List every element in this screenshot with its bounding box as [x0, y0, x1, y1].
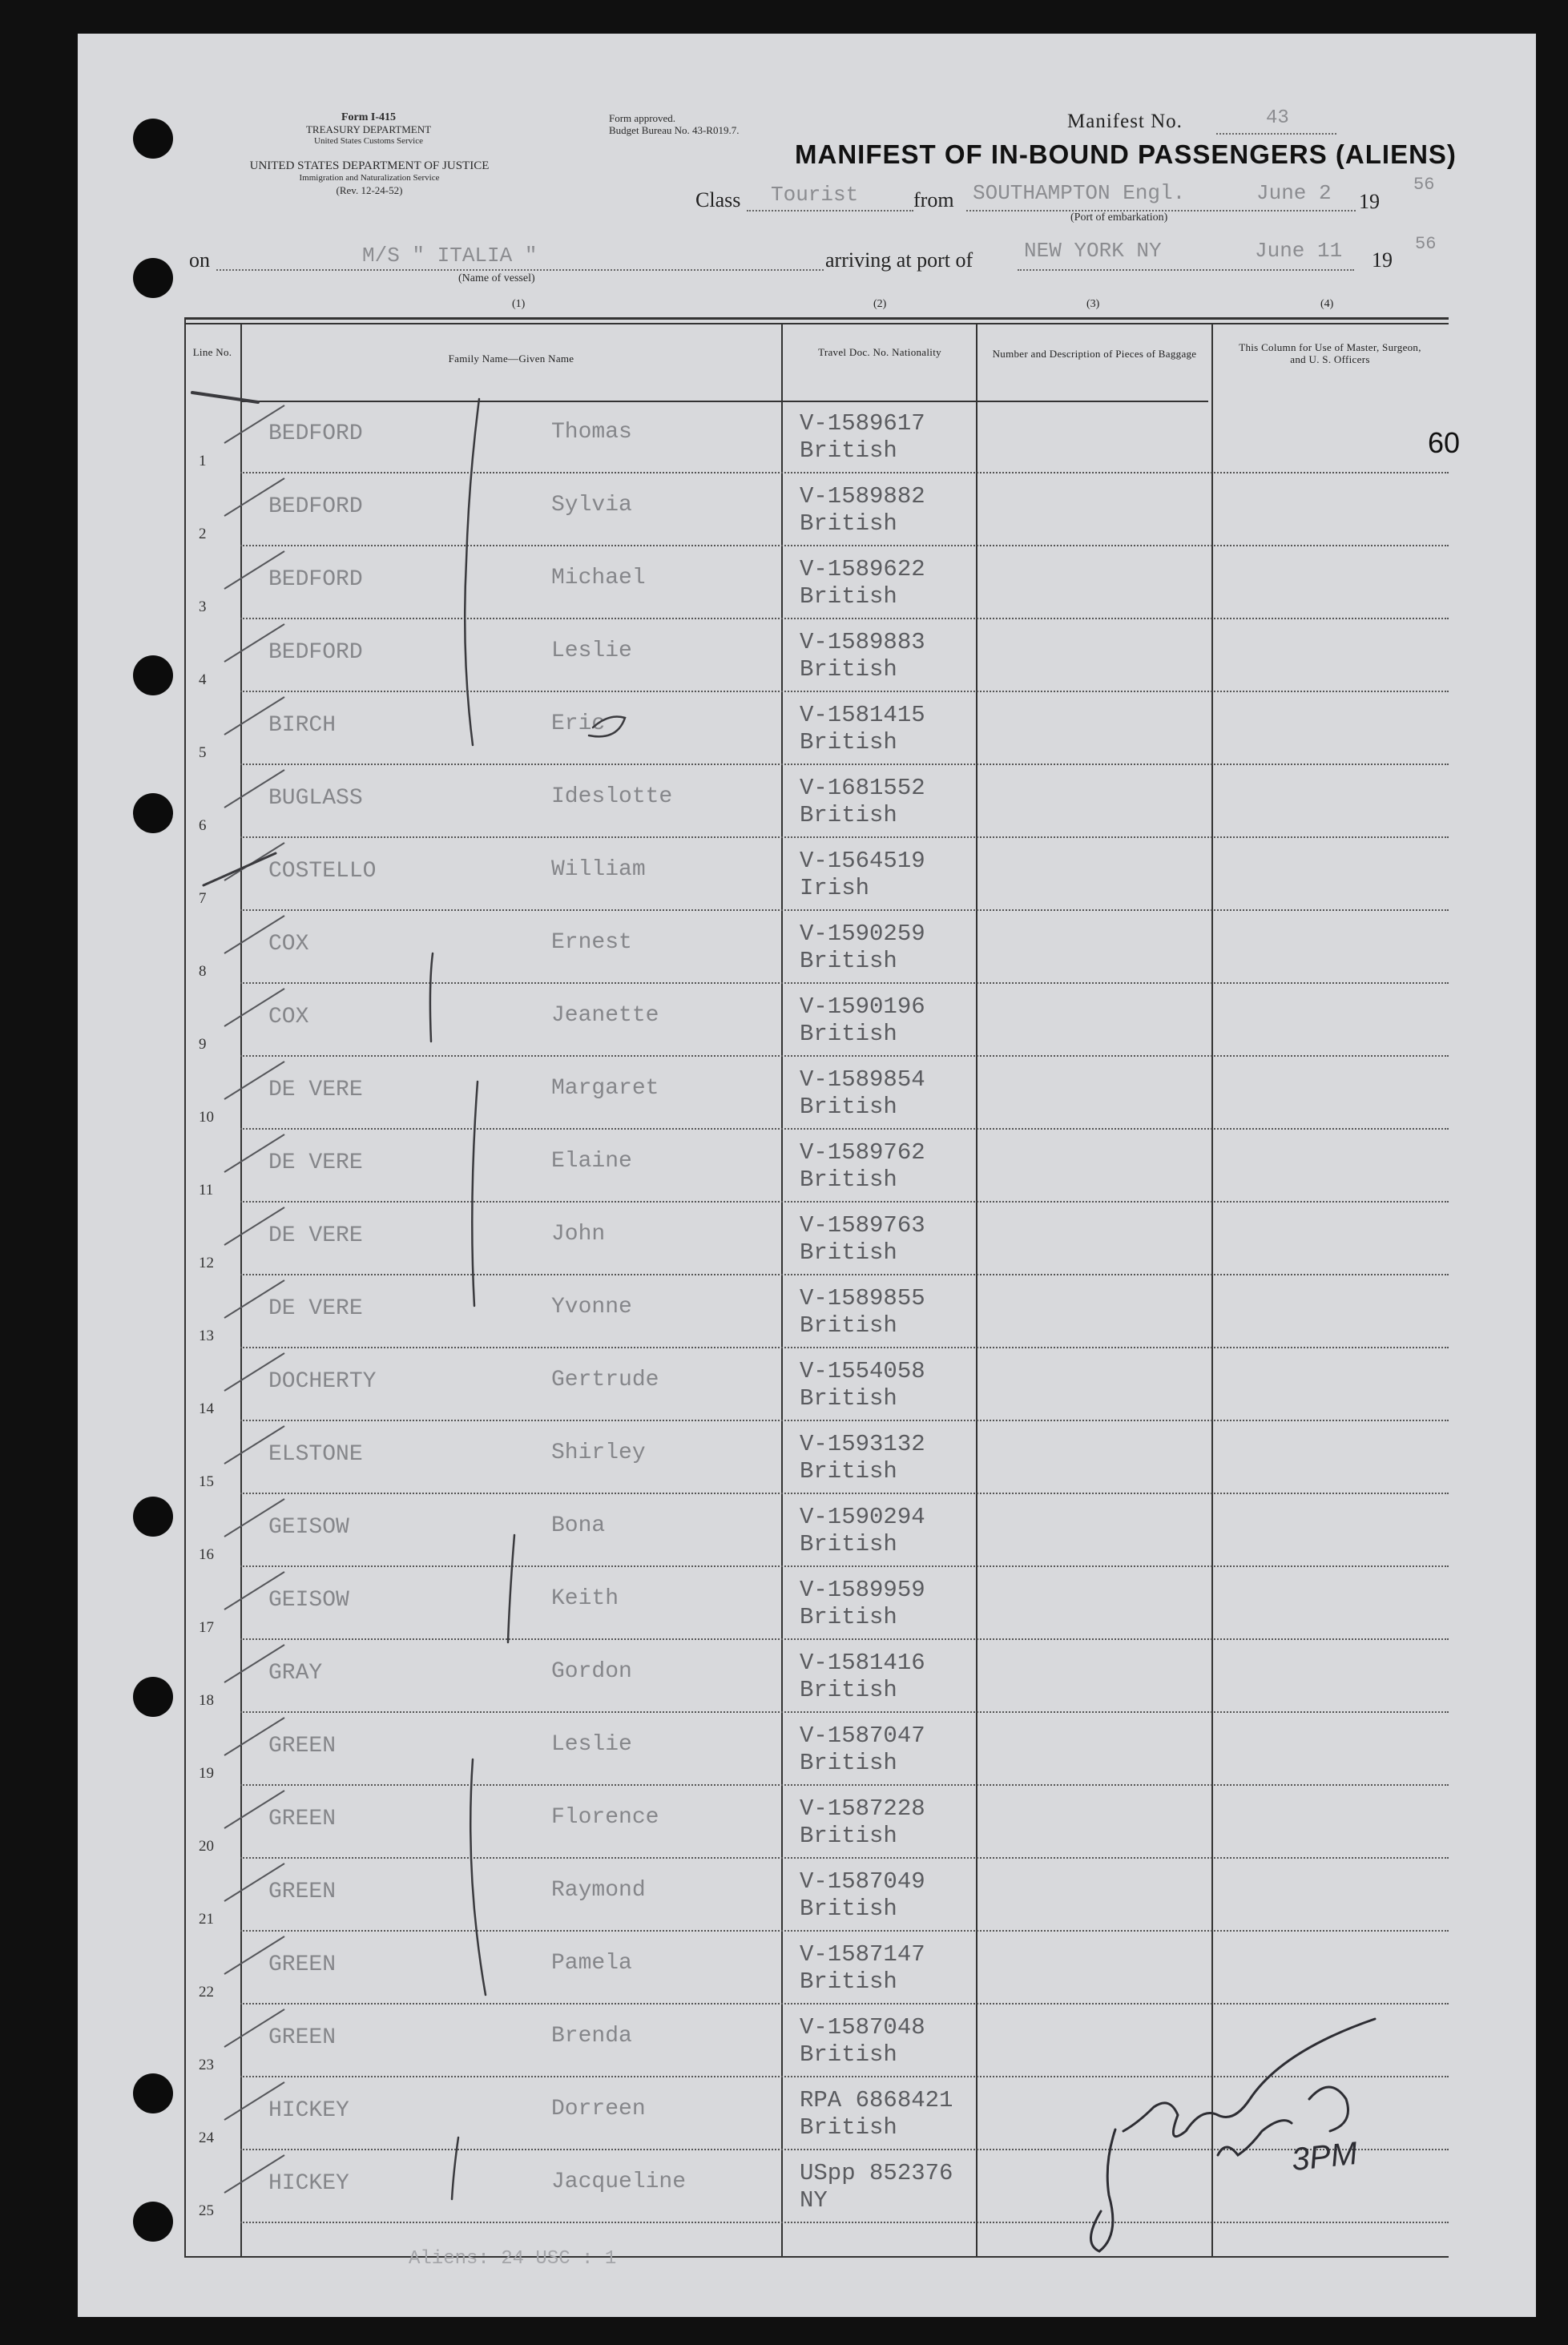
year-value: 56	[1413, 175, 1435, 195]
family-name: COX	[268, 932, 309, 957]
travel-doc-number: V-1589883	[800, 629, 925, 655]
nationality: British	[800, 2114, 897, 2141]
given-name: Raymond	[551, 1878, 646, 1903]
family-name: DE VERE	[268, 1078, 363, 1102]
family-name: BEDFORD	[268, 567, 363, 592]
bracket-mark	[465, 399, 479, 745]
line-number: 10	[199, 1109, 214, 1126]
line-number: 19	[199, 1765, 214, 1782]
family-name: GEISOW	[268, 1588, 349, 1613]
footer-note: Aliens: 24 USC : 1	[409, 2248, 617, 2270]
header-baggage: Number and Description of Pieces of Baggage	[992, 348, 1197, 360]
nationality: British	[800, 1531, 897, 1557]
vessel-name: M/S " ITALIA "	[362, 244, 538, 268]
nationality: British	[800, 948, 897, 974]
column-number: (2)	[873, 298, 887, 310]
port-embark-caption: (Port of embarkation)	[1070, 212, 1168, 224]
travel-doc-number: V-1587047	[800, 1722, 925, 1749]
travel-doc-number: V-1589959	[800, 1577, 925, 1603]
given-name: Keith	[551, 1586, 619, 1611]
line-number: 6	[199, 817, 207, 834]
family-name: COSTELLO	[268, 859, 377, 884]
tick-mark	[192, 393, 258, 402]
year-value: 56	[1415, 234, 1437, 254]
line-number: 14	[199, 1400, 214, 1417]
given-name: Dorreen	[551, 2097, 646, 2121]
column-number: (1)	[512, 298, 526, 310]
nationality: British	[800, 729, 897, 755]
given-name: Bona	[551, 1513, 606, 1538]
form-approved: Form approved.	[609, 112, 676, 124]
year-prefix: 19	[1372, 248, 1393, 272]
line-number: 8	[199, 963, 207, 980]
travel-doc-number: V-1589855	[800, 1285, 925, 1312]
family-name: COX	[268, 1005, 309, 1029]
nationality: British	[800, 1385, 897, 1412]
line-number: 18	[199, 1692, 214, 1709]
given-name: Eric	[551, 711, 606, 736]
header-line-no: Line No.	[192, 346, 232, 358]
travel-doc-number: V-1589617	[800, 410, 925, 437]
time-stamp-handwritten: 3PM	[1289, 2135, 1360, 2178]
family-name: HICKEY	[268, 2098, 349, 2123]
nationality: British	[800, 1823, 897, 1849]
given-name: Gertrude	[551, 1368, 659, 1392]
given-name: Elaine	[551, 1149, 632, 1174]
family-name: DE VERE	[268, 1150, 363, 1175]
header-officers-use: This Column for Use of Master, Surgeon, and U. S. Officers	[1239, 341, 1421, 365]
line-number: 22	[199, 1984, 214, 2001]
given-name: Thomas	[551, 420, 632, 445]
line-number: 15	[199, 1473, 214, 1490]
nationality: British	[800, 1312, 897, 1339]
given-name: Leslie	[551, 639, 632, 663]
travel-doc-number: USpp 852376	[800, 2160, 953, 2186]
family-name: GREEN	[268, 1807, 337, 1831]
travel-doc-number: V-1589854	[800, 1066, 925, 1093]
nationality: British	[800, 1896, 897, 1922]
given-name: Sylvia	[551, 493, 632, 518]
given-name: Ideslotte	[551, 784, 673, 809]
family-name: BEDFORD	[268, 494, 363, 519]
bracket-mark	[452, 2137, 458, 2199]
nationality: NY	[800, 2187, 828, 2214]
travel-doc-number: V-1587048	[800, 2014, 925, 2041]
nationality: British	[800, 583, 897, 610]
travel-doc-number: V-1581415	[800, 702, 925, 728]
family-name: ELSTONE	[268, 1442, 363, 1467]
nationality: British	[800, 1094, 897, 1120]
line-number: 9	[199, 1036, 207, 1053]
arriving-label: arriving at port of	[825, 248, 973, 272]
travel-doc-number: V-1590196	[800, 993, 925, 1020]
family-name: BEDFORD	[268, 640, 363, 665]
nationality: British	[800, 510, 897, 537]
given-name: Brenda	[551, 2024, 632, 2049]
dept-treasury: TREASURY DEPARTMENT	[305, 123, 432, 135]
travel-doc-number: V-1590259	[800, 921, 925, 947]
nationality: British	[800, 1166, 897, 1193]
budget-bureau: Budget Bureau No. 43-R019.7.	[609, 124, 740, 136]
nationality: British	[800, 1604, 897, 1630]
travel-doc-number: V-1681552	[800, 775, 925, 801]
given-name: Jacqueline	[551, 2170, 687, 2194]
family-name: DE VERE	[268, 1296, 363, 1321]
family-name: GREEN	[268, 2025, 337, 2050]
nationality: British	[800, 1239, 897, 1266]
given-name: Margaret	[551, 1076, 659, 1101]
travel-doc-number: V-1589622	[800, 556, 925, 582]
header-name: Family Name—Given Name	[448, 353, 574, 365]
document-title: MANIFEST OF IN-BOUND PASSENGERS (ALIENS)	[795, 139, 1457, 169]
family-name: DE VERE	[268, 1223, 363, 1248]
family-name: BEDFORD	[268, 421, 363, 446]
tick-mark	[204, 853, 276, 885]
travel-doc-number: V-1554058	[800, 1358, 925, 1384]
line-number: 5	[199, 744, 207, 761]
nationality: British	[800, 1968, 897, 1995]
nationality: British	[800, 802, 897, 828]
travel-doc-number: V-1590294	[800, 1504, 925, 1530]
pen-flourish	[589, 717, 625, 737]
arriving-port: NEW YORK NY	[1024, 239, 1162, 263]
bracket-mark	[508, 1535, 514, 1642]
travel-doc-number: V-1581416	[800, 1650, 925, 1676]
bracket-mark	[470, 1759, 486, 1995]
family-name: BUGLASS	[268, 786, 363, 811]
nationality: British	[800, 1750, 897, 1776]
given-name: Michael	[551, 566, 646, 590]
form-revision: (Rev. 12-24-52)	[336, 184, 403, 196]
travel-doc-number: V-1589763	[800, 1212, 925, 1239]
line-number: 21	[199, 1911, 214, 1928]
given-name: Ernest	[551, 930, 632, 955]
given-name: William	[551, 857, 646, 882]
class-value: Tourist	[771, 183, 859, 207]
line-number: 24	[199, 2129, 214, 2146]
given-name: Florence	[551, 1805, 659, 1830]
family-name: DOCHERTY	[268, 1369, 377, 1394]
line-number: 23	[199, 2057, 214, 2073]
nationality: British	[800, 2041, 897, 2068]
from-port: SOUTHAMPTON Engl.	[973, 181, 1186, 205]
travel-doc-number: V-1587049	[800, 1868, 925, 1895]
dept-treasury-sub: United States Customs Service	[314, 136, 423, 146]
travel-doc-number: V-1593132	[800, 1431, 925, 1457]
nationality: British	[800, 1458, 897, 1485]
travel-doc-number: V-1587147	[800, 1941, 925, 1968]
form-id: Form I-415	[341, 111, 397, 123]
line-number: 4	[199, 671, 207, 688]
nationality: British	[800, 1677, 897, 1703]
line-number: 11	[199, 1182, 214, 1199]
from-label: from	[913, 188, 954, 212]
travel-doc-number: V-1587228	[800, 1795, 925, 1822]
line-number: 20	[199, 1838, 214, 1855]
family-name: GREEN	[268, 1734, 337, 1759]
vessel-caption: (Name of vessel)	[458, 272, 535, 284]
line-number: 13	[199, 1328, 214, 1344]
travel-doc-number: V-1589762	[800, 1139, 925, 1166]
given-name: Shirley	[551, 1440, 646, 1465]
family-name: BIRCH	[268, 713, 337, 738]
nationality: Irish	[800, 875, 870, 901]
nationality: British	[800, 656, 897, 683]
bracket-mark	[430, 953, 433, 1042]
column-number: (4)	[1320, 298, 1334, 310]
line-number: 2	[199, 526, 207, 542]
line-number: 3	[199, 598, 207, 615]
dept-justice: UNITED STATES DEPARTMENT OF JUSTICE	[249, 159, 490, 172]
given-name: Pamela	[551, 1951, 632, 1976]
line-number: 16	[199, 1546, 214, 1563]
given-name: John	[551, 1222, 606, 1247]
line-number: 25	[199, 2202, 214, 2219]
nationality: British	[800, 1021, 897, 1047]
line-number: 12	[199, 1255, 214, 1271]
line-number: 17	[199, 1619, 214, 1636]
bracket-mark	[472, 1082, 478, 1306]
margin-number: 60	[1428, 426, 1461, 459]
given-name: Leslie	[551, 1732, 632, 1757]
family-name: GREEN	[268, 1880, 337, 1904]
family-name: GEISOW	[268, 1515, 349, 1540]
given-name: Jeanette	[551, 1003, 659, 1028]
given-name: Yvonne	[551, 1295, 632, 1320]
family-name: GREEN	[268, 1952, 337, 1977]
year-prefix: 19	[1359, 190, 1380, 213]
from-date: June 2	[1256, 181, 1332, 205]
given-name: Gordon	[551, 1659, 632, 1684]
dept-justice-sub: Immigration and Naturalization Service	[299, 173, 440, 183]
signature	[1090, 2019, 1375, 2251]
line-number: 7	[199, 890, 207, 907]
class-label: Class	[695, 188, 741, 212]
line-number: 1	[199, 453, 207, 469]
header-travel-doc: Travel Doc. No. Nationality	[818, 346, 941, 358]
travel-doc-number: RPA 6868421	[800, 2087, 953, 2113]
manifest-no-label: Manifest No.	[1067, 111, 1183, 132]
manifest-no-value: 43	[1266, 107, 1289, 129]
on-label: on	[189, 248, 210, 272]
travel-doc-number: V-1564519	[800, 848, 925, 874]
column-number: (3)	[1086, 298, 1100, 310]
family-name: GRAY	[268, 1661, 323, 1686]
travel-doc-number: V-1589882	[800, 483, 925, 510]
arriving-date: June 11	[1255, 239, 1343, 263]
family-name: HICKEY	[268, 2171, 349, 2196]
nationality: British	[800, 437, 897, 464]
